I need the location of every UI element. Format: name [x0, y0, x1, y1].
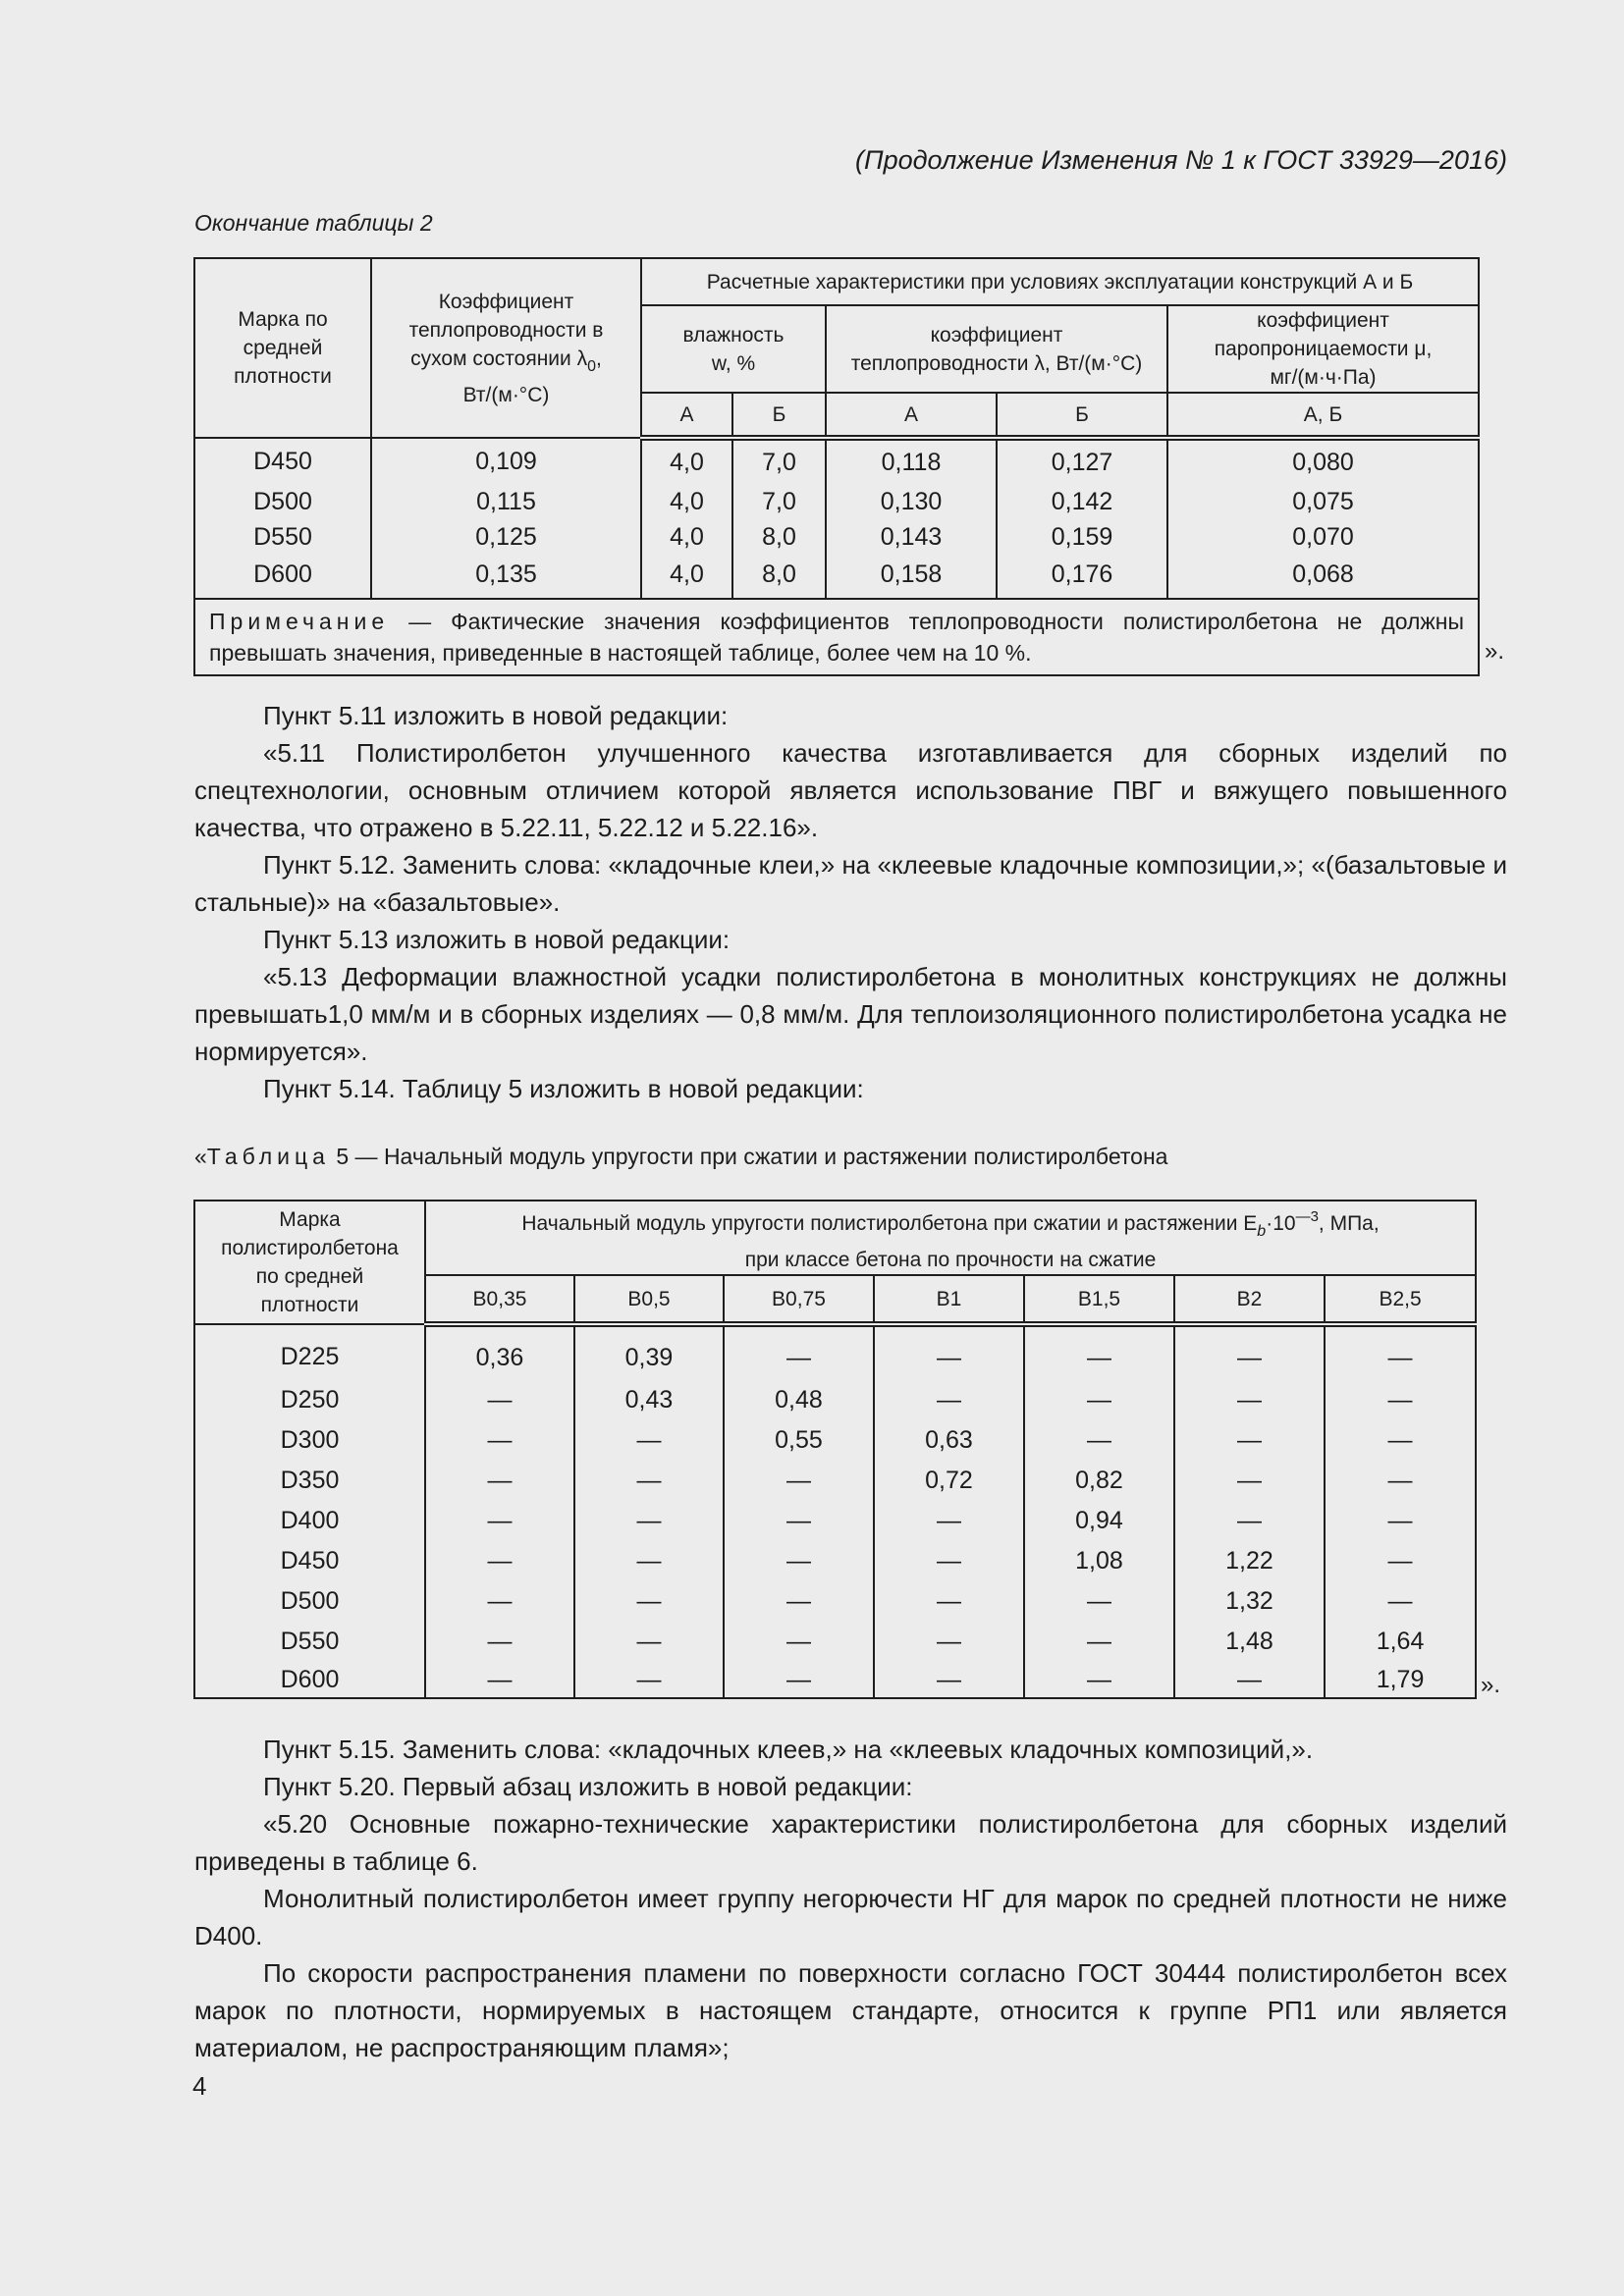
paragraph: Пункт 5.11 изложить в новой редакции: — [263, 701, 729, 730]
paragraph: Пункт 5.14. Таблицу 5 изложить в новой редакции: — [263, 1074, 864, 1103]
cell: 0,109 — [371, 438, 641, 484]
sub-header-b: Б — [732, 393, 826, 438]
cell: 0,130 — [826, 484, 997, 519]
cell: 0,125 — [371, 519, 641, 555]
cell: D500 — [194, 484, 371, 519]
cell: 0,43 — [574, 1380, 724, 1420]
paragraph: Пункт 5.13 изложить в новой редакции: — [263, 925, 731, 954]
paragraph: Пункт 5.20. Первый абзац изложить в новой редакции: — [263, 1772, 913, 1801]
cell: — — [1325, 1581, 1476, 1622]
cell: — — [1174, 1420, 1325, 1461]
col-header-group: Расчетные характеристики при условиях эксплуатации конструкций А и Б — [641, 258, 1479, 305]
table-row — [194, 1324, 1476, 1380]
cell: — — [874, 1380, 1024, 1420]
table-row — [194, 1420, 1476, 1461]
group-subscript: b — [1257, 1222, 1267, 1240]
cell: — — [874, 1581, 1024, 1622]
cell: D450 — [194, 438, 371, 484]
col-header-humidity — [641, 305, 826, 393]
cell: — — [724, 1622, 874, 1662]
cell: 0,075 — [1167, 484, 1479, 519]
cell: 0,080 — [1167, 438, 1479, 484]
cell: — — [1174, 1380, 1325, 1420]
cell: — — [1174, 1662, 1325, 1698]
cell: — — [724, 1541, 874, 1581]
sub-header-ab: А, Б — [1167, 393, 1479, 438]
table-row — [194, 1461, 1476, 1501]
cell: — — [1325, 1541, 1476, 1581]
table2-note — [194, 599, 1479, 675]
cell: — — [425, 1622, 574, 1662]
cell: — — [574, 1461, 724, 1501]
class-header: В2,5 — [1325, 1275, 1476, 1324]
cell: 8,0 — [732, 519, 826, 555]
caption-text: 5 — Начальный модуль упругости при сжатии и растяжении полистиролбетона — [329, 1144, 1168, 1169]
sub-header-a: А — [826, 393, 997, 438]
caption-label: Таблица — [206, 1144, 330, 1169]
paragraph: «5.13 Деформации влажностной усадки полистиролбетона в монолитных конструкциях не должны превышать1,0 мм/м и в сборных изделиях — 0,8 мм/м. Для теплоизоляционного полистиролбетона усадка не нормируется». — [194, 962, 1507, 1066]
cell: D250 — [194, 1380, 425, 1420]
cell: 0,118 — [826, 438, 997, 484]
cell: D500 — [194, 1581, 425, 1622]
cell: 1,64 — [1325, 1622, 1476, 1662]
cell: D550 — [194, 519, 371, 555]
cell: 0,158 — [826, 555, 997, 599]
caption-quote: « — [194, 1144, 207, 1169]
cell: — — [1325, 1380, 1476, 1420]
cell: — — [425, 1461, 574, 1501]
table-row — [194, 1380, 1476, 1420]
cell: 0,143 — [826, 519, 997, 555]
cell: 0,63 — [874, 1420, 1024, 1461]
cell: — — [1325, 1501, 1476, 1541]
cell: 1,08 — [1024, 1541, 1174, 1581]
paragraph: «5.11 Полистиролбетон улучшенного качества изготавливается для сборных изделий по спецтехнологии, основным отличием которой является использование ПВГ и вяжущего повышенного качества, что отражено в 5.22.11, 5.22.12 и 5.22.16». — [194, 738, 1507, 842]
table-row — [194, 519, 1479, 555]
table-row — [194, 555, 1479, 599]
cell: 4,0 — [641, 519, 732, 555]
cell: D300 — [194, 1420, 425, 1461]
page-number: 4 — [192, 2071, 207, 2101]
cell: 4,0 — [641, 484, 732, 519]
table-2 — [193, 257, 1480, 676]
cell: 7,0 — [732, 484, 826, 519]
cell: — — [1024, 1380, 1174, 1420]
cell: 8,0 — [732, 555, 826, 599]
cell: — — [574, 1581, 724, 1622]
table-row — [194, 1581, 1476, 1622]
class-header: В0,5 — [574, 1275, 724, 1324]
cell: 0,39 — [574, 1324, 724, 1380]
table-row — [194, 1501, 1476, 1541]
cell: — — [874, 1541, 1024, 1581]
col-coef-subscript: 0 — [587, 357, 597, 375]
table5-caption — [194, 1144, 1167, 1170]
cell: D225 — [194, 1324, 425, 1380]
cell: — — [1024, 1324, 1174, 1380]
cell: D600 — [194, 555, 371, 599]
paragraph: По скорости распространения пламени по поверхности согласно ГОСТ 30444 полистиролбетон всех марок по плотности, нормируемых в настоящем стандарте, относится к группе РП1 или является материалом, не распространяющим пламя»; — [194, 1958, 1507, 2062]
cell: D550 — [194, 1622, 425, 1662]
table-row — [194, 438, 1479, 484]
col-header-marka: Марка по средней плотности — [194, 258, 371, 438]
cell: — — [1174, 1461, 1325, 1501]
cell: — — [874, 1662, 1024, 1698]
col-header-lambda: коэффициент теплопроводности λ, Вт/(м·°С) — [826, 305, 1167, 393]
col-header-marka: Марка полистиролбетона по средней плотности — [194, 1201, 425, 1324]
table-5 — [193, 1200, 1477, 1699]
group-text: Начальный модуль упругости полистиролбетона при сжатии и растяжении E — [521, 1211, 1258, 1235]
table2-end-quote: ». — [1485, 638, 1505, 665]
running-header: (Продолжение Изменения № 1 к ГОСТ 33929—2016) — [855, 145, 1507, 175]
table-row — [194, 484, 1479, 519]
cell: 0,72 — [874, 1461, 1024, 1501]
cell: 7,0 — [732, 438, 826, 484]
cell: D350 — [194, 1461, 425, 1501]
cell: 1,48 — [1174, 1622, 1325, 1662]
cell: 4,0 — [641, 555, 732, 599]
cell: — — [724, 1461, 874, 1501]
cell: D600 — [194, 1662, 425, 1698]
cell: — — [724, 1662, 874, 1698]
cell: — — [874, 1324, 1024, 1380]
cell: — — [724, 1501, 874, 1541]
cell: — — [1325, 1420, 1476, 1461]
cell: — — [574, 1420, 724, 1461]
group-mid: ·10 — [1266, 1211, 1296, 1235]
paragraph: Пункт 5.15. Заменить слова: «кладочных клеев,» на «клеевых кладочных композиций,». — [263, 1735, 1314, 1764]
cell: — — [874, 1622, 1024, 1662]
cell: 1,22 — [1174, 1541, 1325, 1581]
col-header-group — [425, 1201, 1476, 1275]
cell: — — [1174, 1324, 1325, 1380]
cell: — — [425, 1380, 574, 1420]
cell: 0,135 — [371, 555, 641, 599]
sub-header-b: Б — [997, 393, 1167, 438]
cell: — — [574, 1662, 724, 1698]
cell: D450 — [194, 1541, 425, 1581]
group-superscript: —3 — [1295, 1207, 1319, 1225]
cell: — — [1024, 1581, 1174, 1622]
cell: — — [425, 1581, 574, 1622]
table-row — [194, 1622, 1476, 1662]
cell: — — [425, 1541, 574, 1581]
table5-end-quote: ». — [1481, 1672, 1501, 1698]
table-row — [194, 1662, 1476, 1698]
cell: 0,82 — [1024, 1461, 1174, 1501]
cell: — — [1024, 1662, 1174, 1698]
cell: 1,32 — [1174, 1581, 1325, 1622]
note-text: — Фактические значения коэффициентов теплопроводности полистиролбетона не должны превышать значения, приведенные в настоящей таблице, более чем на 10 %. — [209, 609, 1465, 666]
cell: 0,142 — [997, 484, 1167, 519]
note-label: Примечание — [209, 609, 390, 634]
cell: — — [425, 1420, 574, 1461]
table-row — [194, 1541, 1476, 1581]
cell: — — [574, 1501, 724, 1541]
humidity-unit: w, % — [711, 351, 756, 375]
group-line2: при классе бетона по прочности на сжатие — [744, 1248, 1157, 1271]
paragraph: Пункт 5.12. Заменить слова: «кладочные клеи,» на «клеевые кладочные композиции,»; «(базальтовые и стальные)» на «базальтовые». — [194, 850, 1507, 917]
cell: 0,55 — [724, 1420, 874, 1461]
cell: 0,48 — [724, 1380, 874, 1420]
humidity-label: влажность — [682, 323, 785, 347]
cell: — — [1325, 1461, 1476, 1501]
col-header-coef: Коэффициент теплопроводности в сухом состоянии $\lambda_0$, Вт/(м·°С) — [371, 258, 641, 438]
cell: 0,127 — [997, 438, 1167, 484]
cell: 0,94 — [1024, 1501, 1174, 1541]
paragraph: Монолитный полистиролбетон имеет группу негорючести НГ для марок по средней плотности не ниже D400. — [194, 1884, 1507, 1950]
cell: — — [724, 1324, 874, 1380]
col-coef-unit: Вт/(м·°С) — [462, 383, 550, 406]
cell: 0,115 — [371, 484, 641, 519]
amendment-text-2 — [194, 1731, 1507, 2066]
cell: — — [874, 1501, 1024, 1541]
class-header: В2 — [1174, 1275, 1325, 1324]
cell: 0,176 — [997, 555, 1167, 599]
cell: — — [574, 1541, 724, 1581]
cell: 0,159 — [997, 519, 1167, 555]
cell: — — [425, 1501, 574, 1541]
sub-header-a: А — [641, 393, 732, 438]
cell: 0,36 — [425, 1324, 574, 1380]
class-header: В0,75 — [724, 1275, 874, 1324]
cell: — — [1325, 1324, 1476, 1380]
cell: — — [1024, 1622, 1174, 1662]
class-header: В1,5 — [1024, 1275, 1174, 1324]
cell: D400 — [194, 1501, 425, 1541]
cell: — — [1174, 1501, 1325, 1541]
class-header: В1 — [874, 1275, 1024, 1324]
cell: — — [1024, 1420, 1174, 1461]
group-unit: , МПа, — [1318, 1211, 1380, 1235]
cell: 4,0 — [641, 438, 732, 484]
cell: 1,79 — [1325, 1662, 1476, 1698]
paragraph: «5.20 Основные пожарно-технические характеристики полистиролбетона для сборных изделий приведены в таблице 6. — [194, 1809, 1507, 1876]
col-header-mu: коэффициент паропроницаемости μ, мг/(м·ч·Па) — [1167, 305, 1479, 393]
class-header: В0,35 — [425, 1275, 574, 1324]
cell: 0,070 — [1167, 519, 1479, 555]
cell: 0,068 — [1167, 555, 1479, 599]
amendment-text-1 — [194, 697, 1507, 1107]
cell: — — [724, 1581, 874, 1622]
table2-caption: Окончание таблицы 2 — [194, 210, 433, 236]
cell: — — [425, 1662, 574, 1698]
col-coef-text: Коэффициент теплопроводности в сухом состоянии λ — [408, 290, 604, 370]
cell: — — [574, 1622, 724, 1662]
